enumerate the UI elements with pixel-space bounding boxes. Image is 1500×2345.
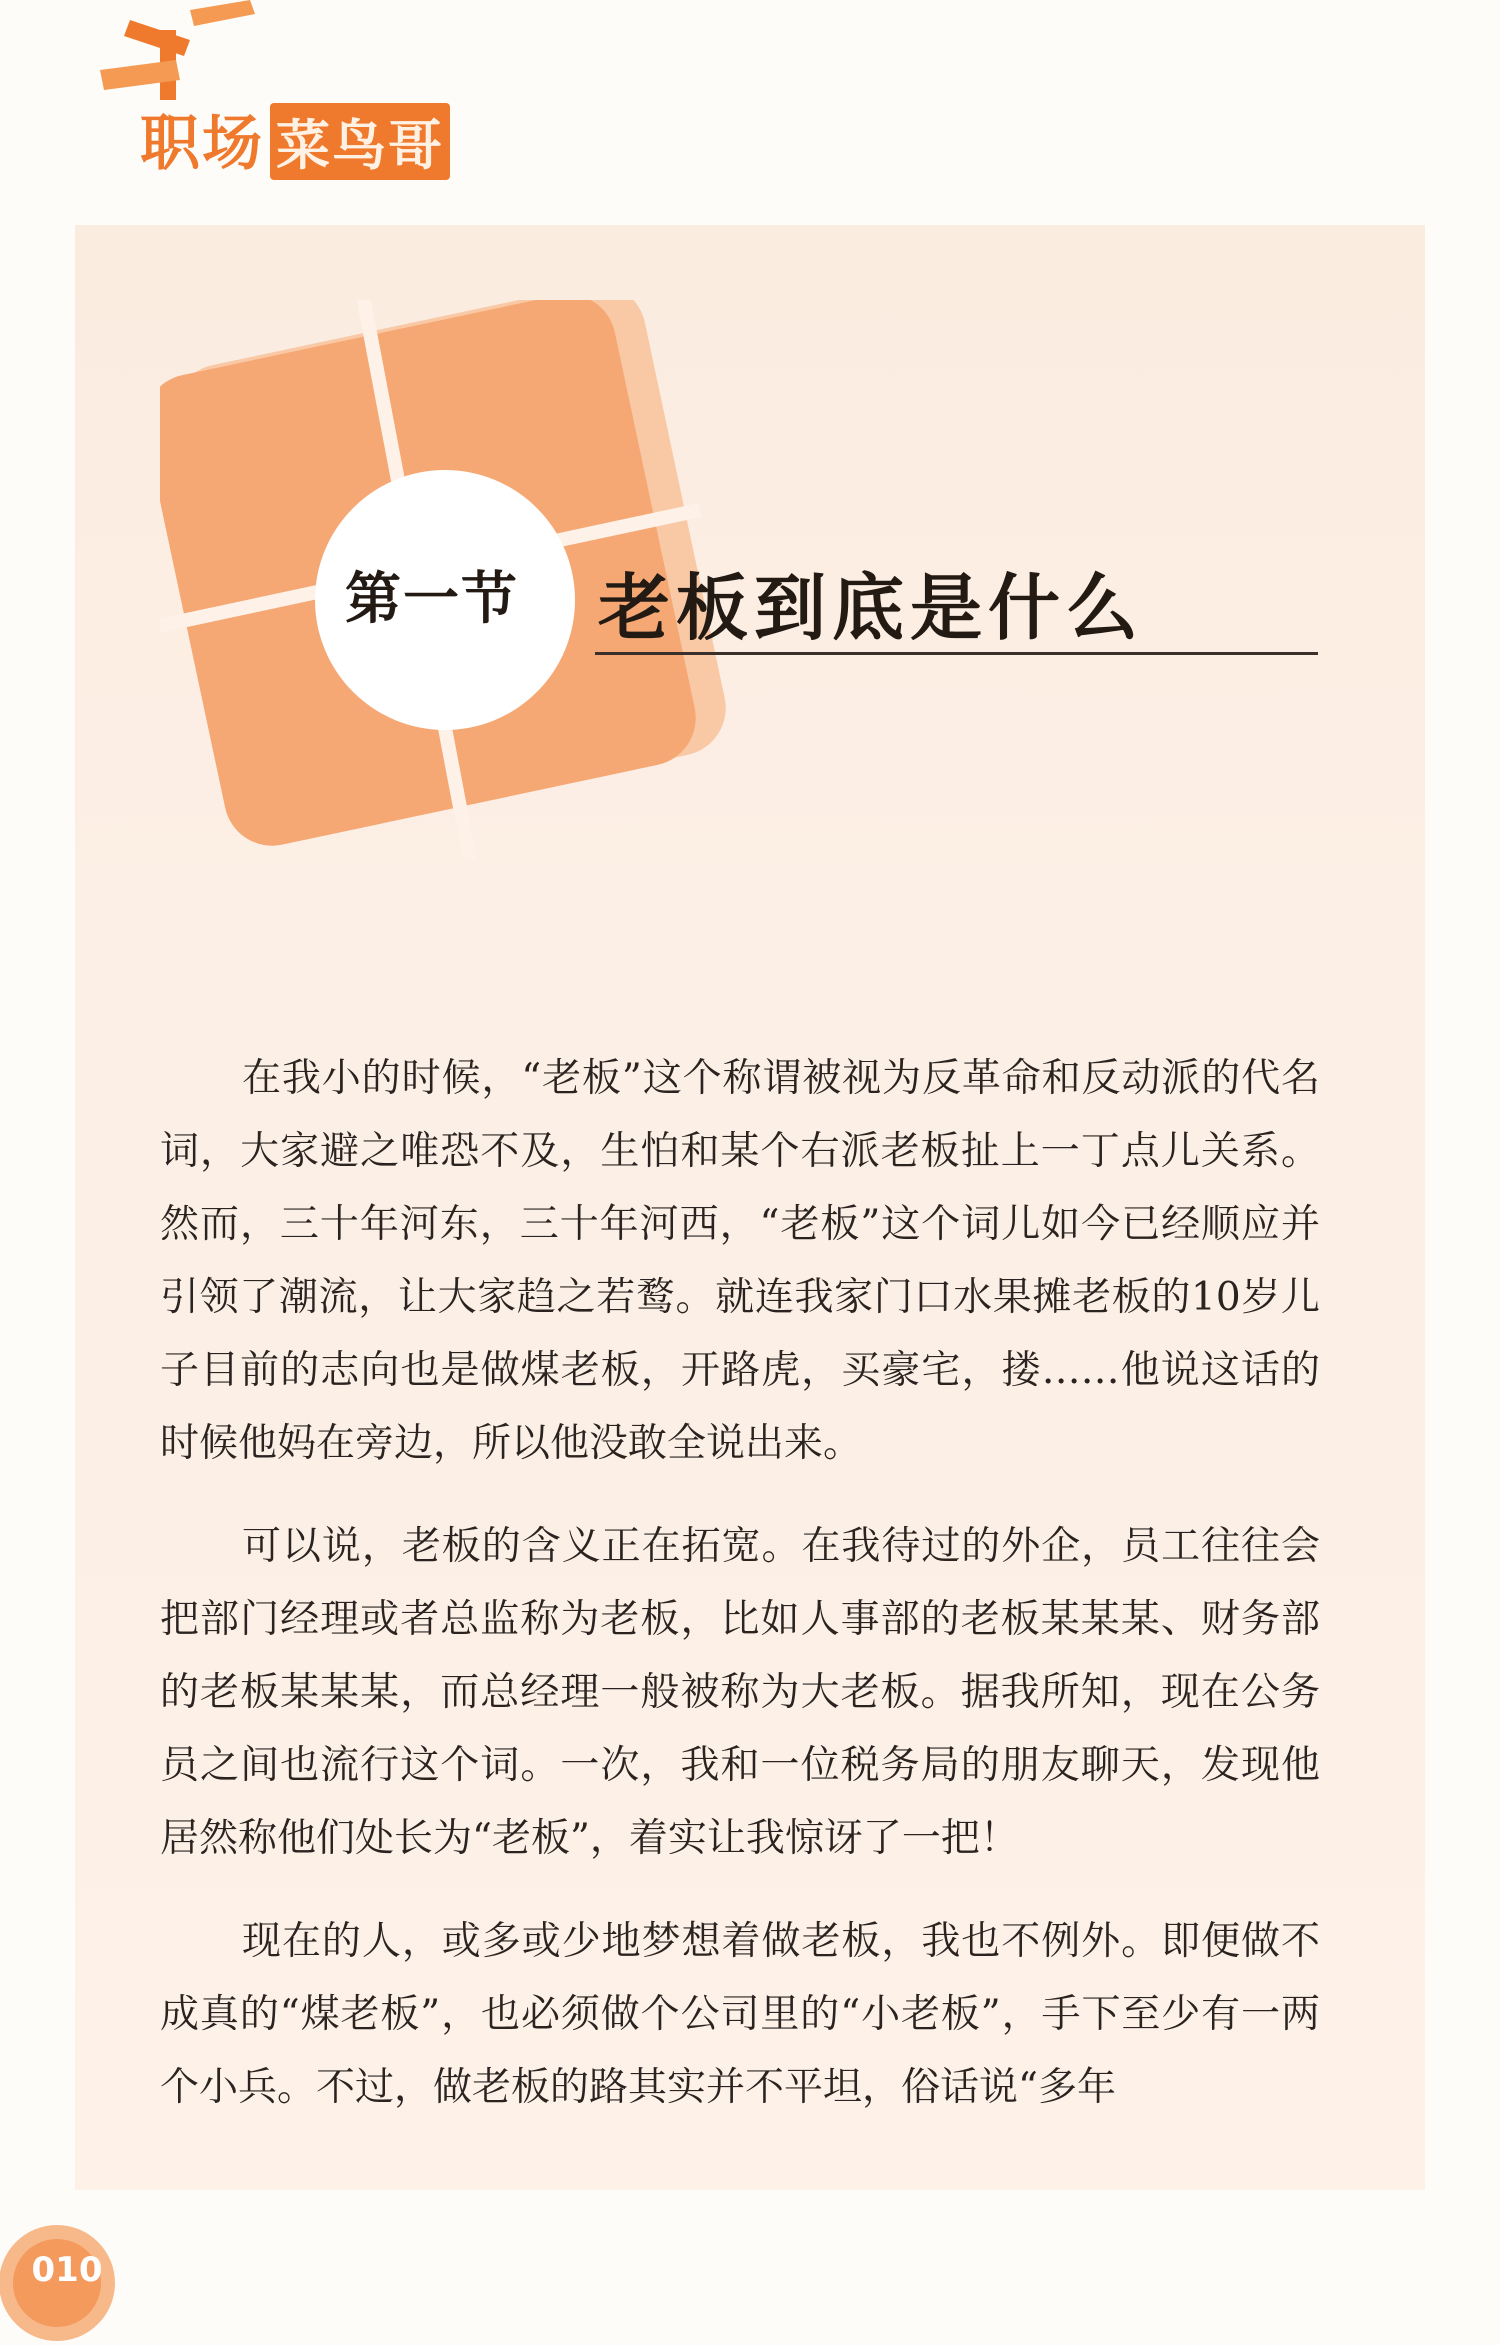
paragraph-2: 可以说，老板的含义正在拓宽。在我待过的外企，员工往往会把部门经理或者总监称为老板，比如人事部的老板某某某、财务部的老板某某某，而总经理一般被称为大老板。据我所知，现在公务员之间也流行这个词。一次，我和一位税务局的朋友聊天，发现他居然称他们处长为“老板”，着实让我惊讶了一把！ [160,1524,1320,1861]
logo-text [140,96,450,182]
title-underline [595,652,1318,655]
body-text [160,1042,1320,2154]
page-number: 010 [31,2250,103,2290]
paragraph-1: 在我小的时候，“老板”这个称谓被视为反革命和反动派的代名词，大家避之唯恐不及，生怕和某个右派老板扯上一丁点儿关系。然而，三十年河东，三十年河西，“老板”这个词儿如今已经顺应并引领了潮流，让大家趋之若鹜。就连我家门口水果摊老板的10岁儿子目前的志向也是做煤老板，开路虎，买豪宅，搂……他说这话的时候他妈在旁边，所以他没敢全说出来。 [160,1056,1320,1466]
section-label: 第一节 [345,567,519,632]
paragraph-3: 现在的人，或多或少地梦想着做老板，我也不例外。即便做不成真的“煤老板”，也必须做个公司里的“小老板”，手下至少有一两个小兵。不过，做老板的路其实并不平坦，俗话说“多年 [160,1919,1320,2110]
book-series-logo [80,0,480,179]
logo-boxed-text: 菜鸟哥 [270,103,450,180]
section-title: 老板到底是什么 [598,566,1145,650]
logo-primary-text: 职场 [140,109,264,179]
